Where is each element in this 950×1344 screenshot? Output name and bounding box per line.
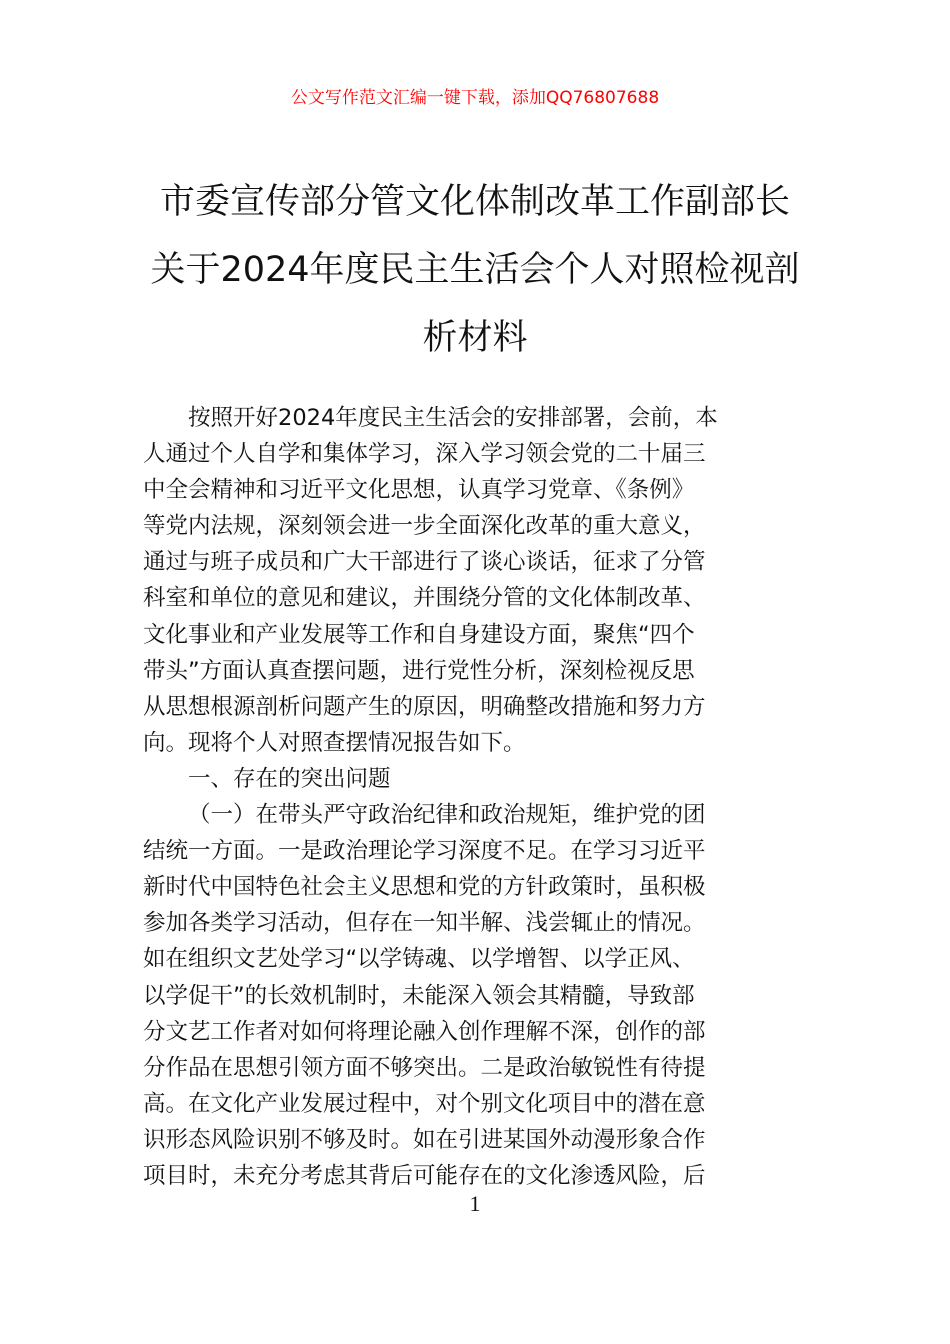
body-line: 分作品在思想引领方面不够突出。二是政治敏锐性有待提 xyxy=(143,1054,706,1081)
body-line: 以学促干”的长效机制时，未能深入领会其精髓，导致部 xyxy=(143,982,695,1009)
body-line: 人通过个人自学和集体学习，深入学习领会党的二十届三 xyxy=(143,441,706,468)
page-number: 1 xyxy=(469,1191,481,1216)
body-line: 向。现将个人对照查摆情况报告如下。 xyxy=(143,729,526,756)
body-line: 文化事业和产业发展等工作和自身建设方面，聚焦“四个 xyxy=(143,621,695,648)
document-body xyxy=(143,400,811,1194)
document-title xyxy=(120,168,830,372)
body-line: 中全会精神和习近平文化思想，认真学习党章、《条例》 xyxy=(143,477,695,504)
body-line: 通过与班子成员和广大干部进行了谈心谈话，征求了分管 xyxy=(143,549,706,576)
body-line: 按照开好2024年度民主生活会的安排部署，会前，本 xyxy=(188,405,718,431)
body-line: 项目时，未充分考虑其背后可能存在的文化渗透风险，后 xyxy=(143,1162,706,1189)
download-banner[interactable]: 公文写作范文汇编一键下载，添加QQ76807688 xyxy=(290,88,660,108)
body-line: （一）在带头严守政治纪律和政治规矩，维护党的团 xyxy=(188,802,706,829)
body-line: 分文艺工作者对如何将理论融入创作理解不深，创作的部 xyxy=(143,1018,706,1045)
title-line: 关于2024年度民主生活会个人对照检视剖 xyxy=(150,250,800,290)
body-line: 新时代中国特色社会主义思想和党的方针政策时，虽积极 xyxy=(143,874,706,901)
body-line: 从思想根源剖析问题产生的原因，明确整改措施和努力方 xyxy=(143,693,706,720)
title-line: 析材料 xyxy=(422,318,528,358)
section-heading: 一、存在的突出问题 xyxy=(188,765,391,792)
body-line: 高。在文化产业发展过程中，对个别文化项目中的潜在意 xyxy=(143,1090,706,1117)
body-line: 识形态风险识别不够及时。如在引进某国外动漫形象合作 xyxy=(143,1126,706,1153)
body-line: 科室和单位的意见和建议，并围绕分管的文化体制改革、 xyxy=(143,585,706,612)
body-line: 带头”方面认真查摆问题，进行党性分析，深刻检视反思 xyxy=(143,657,695,684)
title-line: 市委宣传部分管文化体制改革工作副部长 xyxy=(159,182,790,222)
body-line: 结统一方面。一是政治理论学习深度不足。在学习习近平 xyxy=(143,838,706,865)
body-line: 参加各类学习活动，但存在一知半解、浅尝辄止的情况。 xyxy=(143,910,706,937)
body-line: 等党内法规，深刻领会进一步全面深化改革的重大意义， xyxy=(143,513,706,540)
body-line: 如在组织文艺处学习“以学铸魂、以学增智、以学正风、 xyxy=(143,946,695,973)
